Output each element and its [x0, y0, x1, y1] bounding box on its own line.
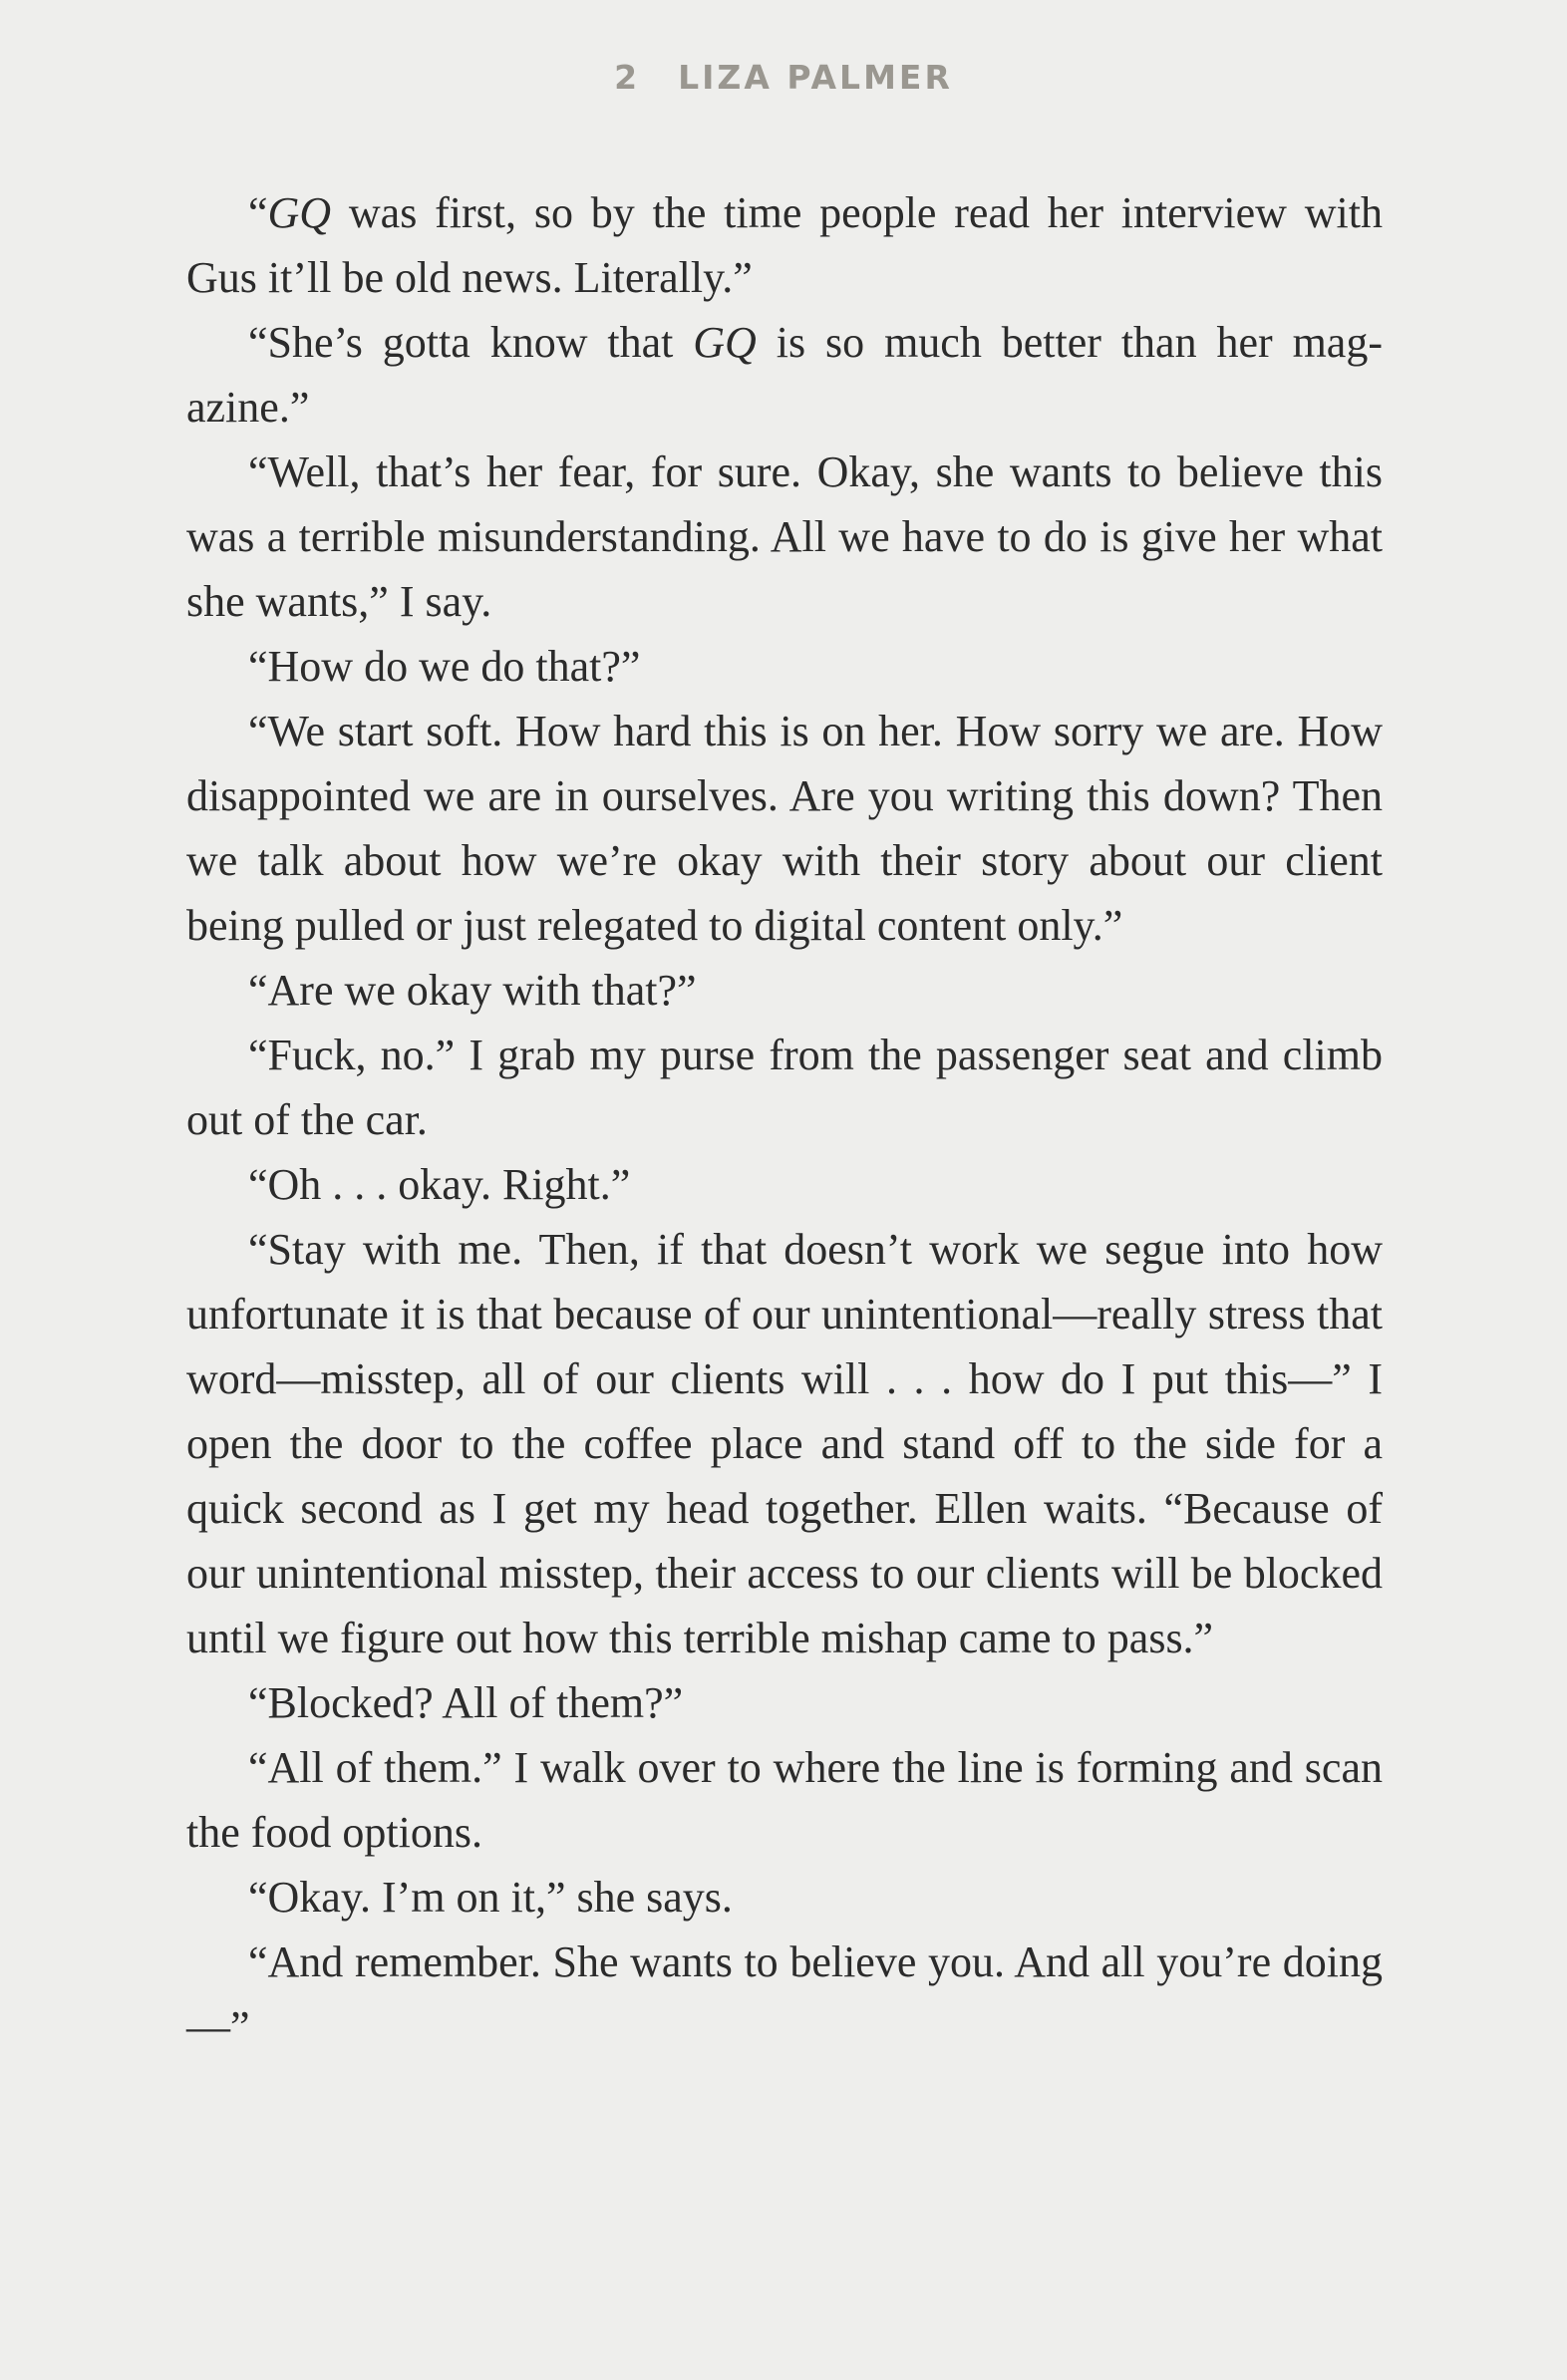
running-head — [0, 58, 1567, 97]
paragraph: “Well, that’s her fear, for sure. Okay, she wants to believe this was a terrible misunderstanding. All we have to do is give her what she wants,” I say. — [186, 447, 1383, 626]
body-text — [186, 180, 1383, 2059]
paragraph: “How do we do that?” — [248, 642, 641, 691]
paragraph: “Okay. I’m on it,” she says. — [248, 1873, 733, 1922]
paragraph-text: is so much better than her magazine.” — [186, 318, 1383, 432]
paragraph: “All of them.” I walk over to where the line is forming and scan the food options. — [186, 1743, 1383, 1857]
paragraph: “Are we okay with that?” — [248, 966, 697, 1015]
magazine-title: GQ — [693, 318, 757, 367]
paragraph: “Stay with me. Then, if that doesn’t work we segue into how unfortunate it is that because of our unintentional—really stress that word—misstep, all of our clients will . . . how do I put this—” I open the door to the coffee place and stand off to the side for a quick second as I get my head together. Ellen waits. “Because of our unintentional misstep, their access to our clients will be blocked until we figure out how this terrible mishap came to pass.” — [186, 1225, 1383, 1662]
paragraph — [186, 310, 1383, 440]
paragraph: “Fuck, no.” I grab my purse from the passenger seat and climb out of the car. — [186, 1031, 1383, 1144]
paragraph — [186, 180, 1383, 310]
paragraph: “And remember. She wants to believe you. And all you’re doing—” — [186, 1937, 1383, 2051]
paragraph: “Blocked? All of them?” — [248, 1678, 684, 1727]
paragraph: “We start soft. How hard this is on her. How sorry we are. How disappointed we are in ourselves. Are you writing this down? Then we talk about how we’re okay with their story about our client being pulled or just relegated to digital content only.” — [186, 707, 1383, 950]
page-number: 2 — [614, 58, 641, 97]
paragraph-text: “She’s gotta know that — [248, 318, 694, 367]
author-name: LIZA PALMER — [678, 58, 953, 97]
paragraph: “Oh . . . okay. Right.” — [248, 1160, 631, 1209]
paragraph-text: was first, so by the time people read her interview with Gus it’ll be old news. Literally.” — [186, 188, 1383, 302]
quote-mark: “ — [248, 188, 268, 237]
magazine-title: GQ — [267, 188, 332, 237]
